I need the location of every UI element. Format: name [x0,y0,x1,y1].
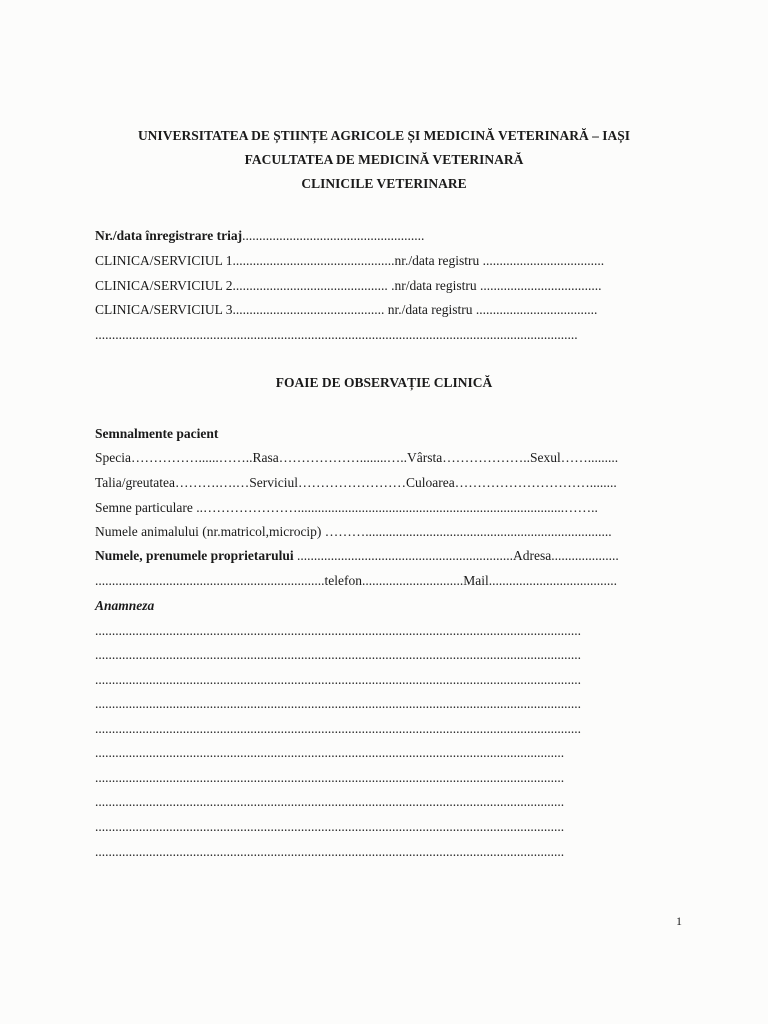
clinic2-label: CLINICA/SERVICIUL 2 [95,278,233,293]
anamnesis-line: ........................................................................................................................................... [95,745,565,760]
owner-line [95,546,619,566]
contact-line: ....................................................................telefon..............................Mail...................................... [95,573,617,588]
triaj-field: ...................................................... [242,228,425,243]
anamnesis-line: ................................................................................................................................................ [95,623,581,638]
size-line: Talia/greutatea……….….…Serviciul……………………Culoarea…………………………........ [95,475,617,490]
clinic1-registry: nr./data registru .................................... [394,253,605,268]
faculty-name: FACULTATEA DE MEDICINĂ VETERINARĂ [244,152,524,167]
anamnesis-line: ................................................................................................................................................ [95,647,581,662]
species-line: Specia……………......……..Rasa………………........…..Vârsta………………..Sexul……......... [95,450,619,465]
clinic3-registry: nr./data registru .................................... [384,302,598,317]
anamnesis-line: ........................................................................................................................................... [95,844,565,859]
animal-name-line: Numele animalului (nr.matricol,microcip) ………......................................................................... [95,524,612,539]
owner-field: ................................................................Adresa.................... [293,548,619,563]
clinic1-field: ................................................ [232,253,395,268]
anamnesis-line: ........................................................................................................................................... [95,770,565,785]
marks-line: Semne particulare ..…………………...............................................................................…….. [95,500,598,515]
clinic3-label: CLINICA/SERVICIUL 3 [95,302,233,317]
triaj-label: Nr./data înregistrare triaj [95,228,243,243]
clinic-name: CLINICILE VETERINARE [301,176,467,191]
clinic2-line [95,276,602,296]
triaj-line [95,226,424,246]
document-header [0,124,768,196]
clinic2-registry: .nr/data registru .................................... [387,278,602,293]
owner-label: Numele, prenumele proprietarului [95,548,294,563]
patient-section-label: Semnalmente pacient [95,426,219,441]
clinic3-field: ............................................. [232,302,385,317]
anamnesis-line: ........................................................................................................................................... [95,819,565,834]
anamnesis-line: ........................................................................................................................................... [95,794,565,809]
anamnesis-line: ................................................................................................................................................ [95,672,581,687]
clinic1-line [95,251,604,271]
clinic2-field: .............................................. [232,278,388,293]
form-title: FOAIE DE OBSERVAȚIE CLINICĂ [275,375,493,390]
university-name: UNIVERSITATEA DE ȘTIINȚE AGRICOLE ȘI MEDICINĂ VETERINARĂ – IAȘI [137,128,631,143]
blank-registration-line: ............................................................................................................................................... [95,327,578,342]
anamnesis-line: ................................................................................................................................................ [95,696,581,711]
clinic1-label: CLINICA/SERVICIUL 1 [95,253,233,268]
anamnesis-label: Anamneza [95,598,155,613]
clinic3-line [95,300,597,320]
anamnesis-line: ................................................................................................................................................ [95,721,581,736]
page-number: 1 [676,914,682,928]
